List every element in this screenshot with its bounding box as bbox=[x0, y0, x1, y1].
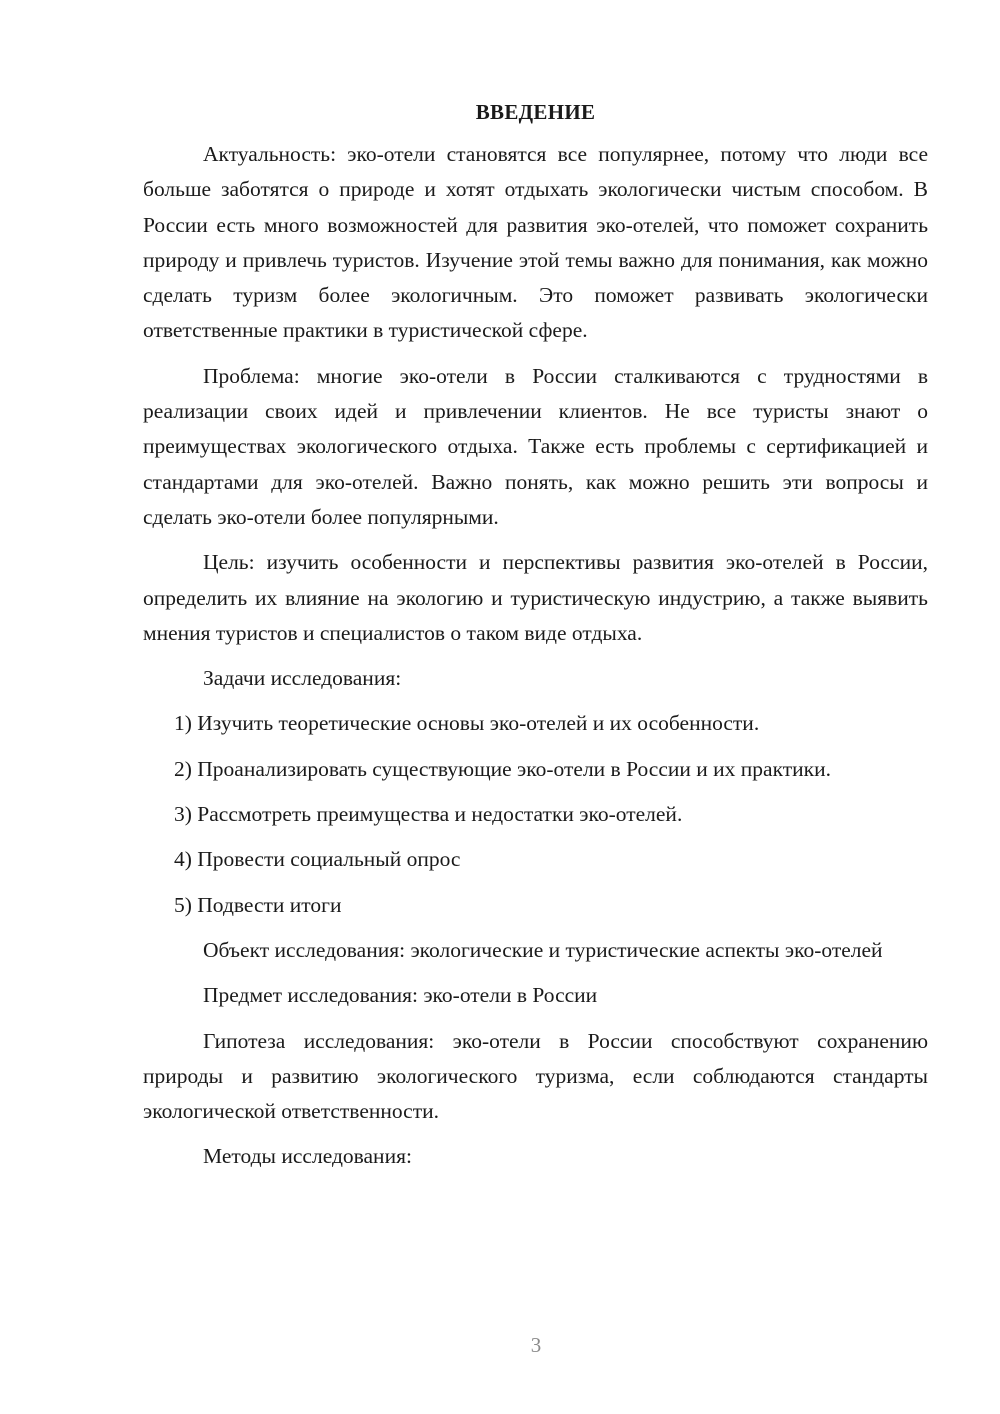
paragraph-subject: Предмет исследования: эко-отели в России bbox=[203, 983, 598, 1008]
page-number: 3 bbox=[530, 1333, 542, 1357]
paragraph-methods: Методы исследования: bbox=[203, 1144, 412, 1169]
paragraph-hypothesis: Гипотеза исследования: эко-отели в России способствуют сохранению природы и развитию экологического туризма, если соблюдаются стандарты экологической ответственности. bbox=[143, 1028, 928, 1124]
tasks-heading: Задачи исследования: bbox=[203, 666, 402, 691]
task-item: 2) Проанализировать существующие эко-отели в России и их практики. bbox=[174, 756, 831, 781]
paragraph-problem: Проблема: многие эко-отели в России сталкиваются с трудностями в реализации своих идей и привлечении клиентов. Не все туристы знают о преимуществах экологического отдыха. Также есть проблемы с сертификацией и стандартами для эко-отелей. Важно понять, как можно решить эти вопросы и сделать эко-отели более популярными. bbox=[143, 363, 928, 529]
task-item: 3) Рассмотреть преимущества и недостатки эко-отелей. bbox=[174, 802, 683, 827]
section-title: ВВЕДЕНИЕ bbox=[475, 100, 596, 124]
paragraph-goal: Цель: изучить особенности и перспективы развития эко-отелей в России, определить их влияние на экологию и туристическую индустрию, а также выявить мнения туристов и специалистов о таком виде отдыха. bbox=[143, 550, 928, 645]
page-content bbox=[143, 97, 928, 1185]
task-item: 5) Подвести итоги bbox=[174, 892, 342, 917]
task-item: 4) Провести социальный опрос bbox=[174, 847, 461, 872]
task-item: 1) Изучить теоретические основы эко-отелей и их особенности. bbox=[174, 711, 760, 736]
paragraph-relevance: Актуальность: эко-отели становятся все популярнее, потому что люди все больше заботятся о природе и хотят отдыхать экологически чистым способом. В России есть много возможностей для развития эко-отелей, что поможет сохранить природу и привлечь туристов. Изучение этой темы важно для понимания, как можно сделать туризм более экологичным. Это поможет развивать экологически ответственные практики в туристической сфере. bbox=[143, 142, 928, 343]
paragraph-object: Объект исследования: экологические и туристические аспекты эко-отелей bbox=[203, 937, 883, 962]
